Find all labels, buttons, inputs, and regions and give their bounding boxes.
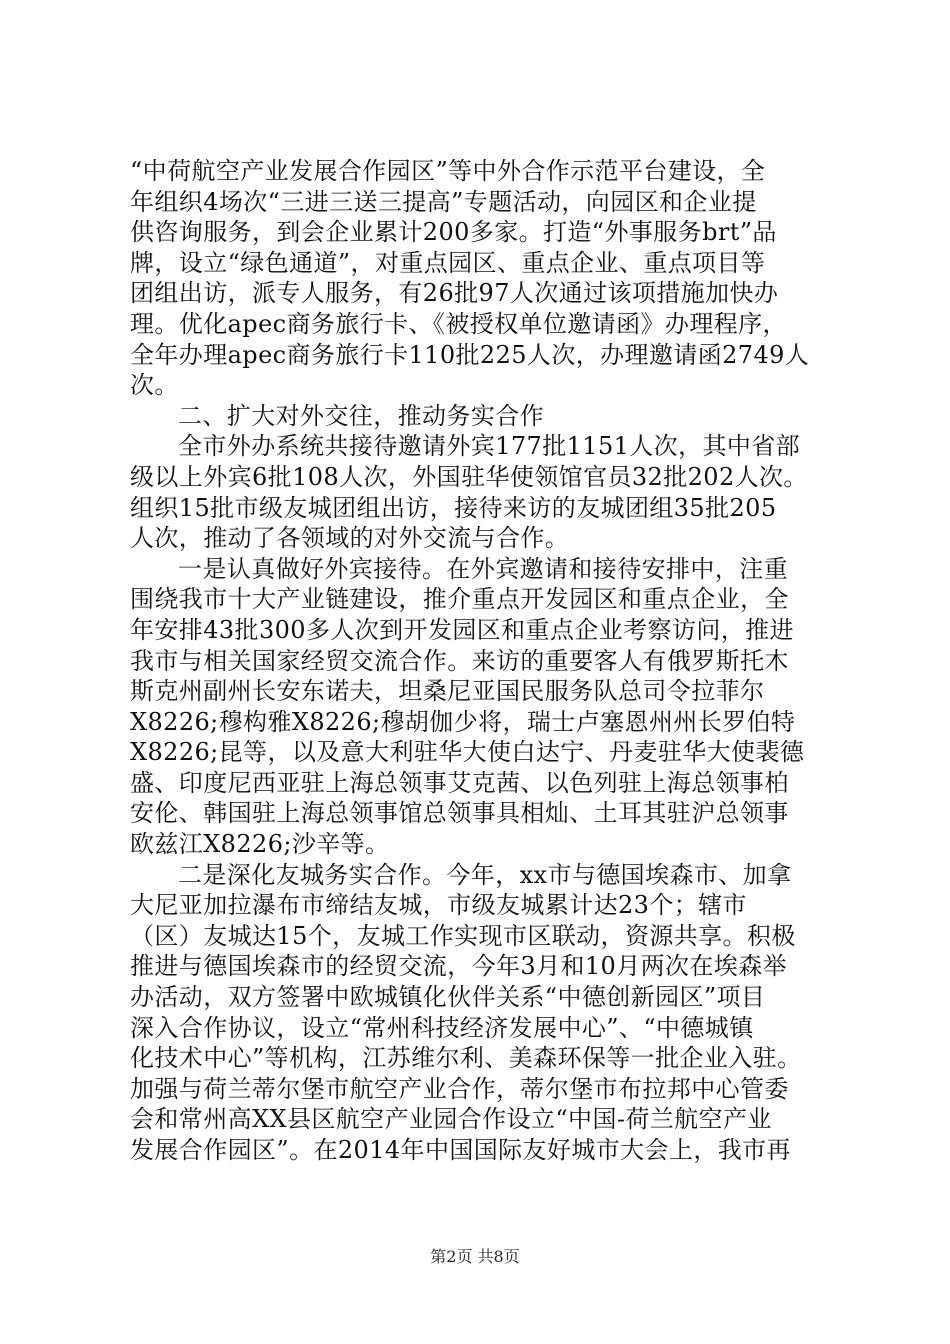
text-line: 盛、印度尼西亚驻上海总领事艾克茜、以色列驻上海总领事柏 <box>130 768 789 797</box>
text-line: 推进与德国埃森市的经贸交流，今年3月和10月两次在埃森举 <box>130 952 788 981</box>
text-line: 欧兹江X8226;沙辛等。 <box>130 830 390 859</box>
text-line: 供咨询服务，到会企业累计200多家。打造“外事服务brt”品 <box>130 218 777 247</box>
text-line: 加强与荷兰蒂尔堡市航空产业合作，蒂尔堡市布拉邦中心管委 <box>130 1074 789 1103</box>
text-line: X8226;昆等，以及意大利驻华大使白达宁、丹麦驻华大使裴德 <box>130 738 805 767</box>
text-line: 我市与相关国家经贸交流合作。来访的重要客人有俄罗斯托木 <box>130 646 789 675</box>
text-line: 理。优化apec商务旅行卡、《被授权单位邀请函》办理程序， <box>130 309 787 338</box>
text-line: 二、扩大对外交往，推动务实合作 <box>178 401 544 430</box>
text-line: 一是认真做好外宾接待。在外宾邀请和接待安排中，注重 <box>178 554 788 583</box>
text-line: 发展合作园区”。在2014年中国国际友好城市大会上，我市再 <box>130 1136 791 1164</box>
text-line: 全市外办系统共接待邀请外宾177批1151人次，其中省部 <box>178 432 801 461</box>
document-body <box>130 156 830 1166</box>
text-line: 斯克州副州长安东诺夫，坦桑尼亚国民服务队总司令拉菲尔 <box>130 677 765 706</box>
text-line: 深入合作协议，设立“常州科技经济发展中心”、“中德城镇 <box>130 1013 754 1042</box>
text-line: 围绕我市十大产业链建设，推介重点开发园区和重点企业，全 <box>130 585 789 614</box>
text-line: 次。 <box>130 371 179 400</box>
text-line: 级以上外宾6批108人次，外国驻华使领馆官员32批202人次。 <box>130 462 808 491</box>
text-line: 大尼亚加拉瀑布市缔结友城，市级友城累计达23个；辖市 <box>130 891 747 920</box>
text-line: 人次，推动了各领域的对外交流与合作。 <box>130 524 570 553</box>
text-line: 化技术中心”等机构，江苏维尔利、美森环保等一批企业入驻。 <box>130 1044 802 1073</box>
text-line: 全年办理apec商务旅行卡110批225人次，办理邀请函2749人 <box>130 340 810 369</box>
text-line: 二是深化友城务实合作。今年，xx市与德国埃森市、加拿 <box>178 860 792 889</box>
text-line: 组织15批市级友城团组出访，接待来访的友城团组35批205 <box>130 493 777 522</box>
text-line: 年组织4场次“三进三送三提高”专题活动，向园区和企业提 <box>130 187 757 216</box>
text-line: 会和常州高XX县区航空产业园合作设立“中国-荷兰航空产业 <box>130 1105 772 1134</box>
text-line: 安伦、韩国驻上海总领事馆总领事具相灿、土耳其驻沪总领事 <box>130 799 789 828</box>
text-line: 年安排43批300多人次到开发园区和重点企业考察访问，推进 <box>130 615 794 644</box>
text-line: “中荷航空产业发展合作园区”等中外合作示范平台建设，全 <box>130 157 766 185</box>
text-line: 办活动，双方签署中欧城镇化伙伴关系“中德创新园区”项目 <box>130 983 766 1012</box>
text-line: 团组出访，派专人服务，有26批97人次通过该项措施加快办 <box>130 279 779 308</box>
text-line: （区）友城达15个，友城工作实现市区联动，资源共享。积极 <box>130 921 796 950</box>
page-footer: 第2页 共8页 <box>430 1247 520 1266</box>
text-line: 牌，设立“绿色通道”，对重点园区、重点企业、重点项目等 <box>130 248 766 277</box>
text-line: X8226;穆构雅X8226;穆胡伽少将，瑞士卢塞恩州州长罗伯特 <box>130 707 796 736</box>
